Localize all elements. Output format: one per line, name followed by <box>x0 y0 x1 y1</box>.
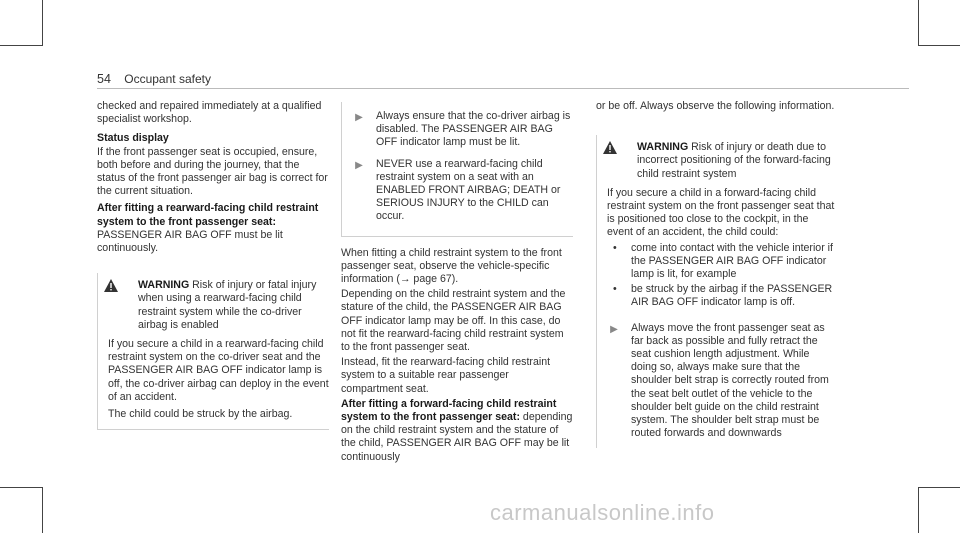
paragraph: Depending on the child restraint system and the stature of the child, the PASSENGER AIR BAG OFF indicator lamp may be off. In this case, do not fit the rearward-facing child restraint system to the front passenger seat. <box>341 288 566 354</box>
paragraph: checked and repaired immediately at a qualified specialist workshop. <box>97 100 322 126</box>
page-reference-link[interactable]: → page 67 <box>399 273 452 286</box>
forward-heading: After fitting a forward-facing child restraint system to the front passenger seat: <box>341 397 557 424</box>
warning-title <box>138 279 329 332</box>
warning-body <box>597 187 836 318</box>
paragraph: If you secure a child in a rearward-facing child restraint system on the co-driver seat and the PASSENGER AIR BAG OFF indicator lamp is off, the co-driver airbag can deploy in the event of an accident. <box>108 338 329 403</box>
warning-title <box>637 141 836 181</box>
warning-label: WARNING <box>637 141 689 154</box>
crop-mark <box>918 487 960 488</box>
crop-mark <box>918 45 960 46</box>
warning-header <box>98 273 329 338</box>
crop-mark <box>0 487 42 488</box>
paragraph: The child could be struck by the airbag. <box>108 408 293 421</box>
paragraph <box>97 202 329 255</box>
action-text: NEVER use a rearward-facing child restraint system on a seat with an ENABLED FRONT AIRBAG; DEATH or SERIOUS INJURY to the CHILD can occur. <box>376 157 561 223</box>
text: ). <box>451 273 459 286</box>
warning-box <box>596 135 836 448</box>
warning-triangle-icon <box>98 279 138 296</box>
crop-mark <box>0 45 42 46</box>
bullet-text: come into contact with the vehicle interior if the PASSENGER AIR BAG OFF indicator lamp is lit, for example <box>631 241 833 281</box>
warning-box <box>97 273 329 430</box>
warning-body <box>98 338 329 429</box>
paragraph: Instead, fit the rearward-facing child restraint system to a suitable rear passenger compartment seat. <box>341 356 551 395</box>
warning-text: Risk of injury or death due to incorrect positioning of the forward-facing child restraint system <box>637 141 831 180</box>
warning-triangle-icon <box>597 141 637 158</box>
play-arrow-icon: ▶ <box>355 159 363 171</box>
text: When fitting a child restraint system to the front passenger seat, observe the vehicle-specific information ( <box>341 246 562 286</box>
bullet-icon: • <box>613 283 617 296</box>
paragraph: If the front passenger seat is occupied, ensure, both before and during the journey, that the status of the front passenger air bag is correct for the current situation. <box>97 145 328 198</box>
page-header <box>97 72 211 86</box>
crop-mark <box>918 487 919 533</box>
bullet-icon: • <box>613 241 617 254</box>
warning-text: Risk of injury or fatal injury when using a rearward-facing child restraint system while the co-driver airbag is enabled <box>138 279 317 331</box>
column-3 <box>596 100 836 448</box>
crop-mark <box>918 0 919 46</box>
list-item <box>607 283 836 309</box>
rearward-text: PASSENGER AIR BAG OFF must be lit continuously. <box>97 228 283 255</box>
play-arrow-icon: ▶ <box>610 323 618 335</box>
watermark: carmanualsonline.info <box>490 500 715 525</box>
action-text: Always ensure that the co-driver airbag is disabled. The PASSENGER AIR BAG OFF indicator lamp must be lit. <box>376 110 571 149</box>
section-title: Occupant safety <box>124 72 211 86</box>
action-item <box>597 318 836 449</box>
paragraph: or be off. Always observe the following information. <box>596 100 835 112</box>
header-divider <box>97 88 909 89</box>
crop-mark <box>42 487 43 533</box>
paragraph <box>341 247 573 287</box>
list-item <box>607 242 836 282</box>
paragraph: If you secure a child in a forward-facing child restraint system on the front passenger seat that is positioned too close to the cockpit, in the event of an accident, the child could: <box>607 186 835 239</box>
warning-label: WARNING <box>138 279 190 292</box>
warning-header <box>597 135 836 187</box>
column-1 <box>97 100 329 430</box>
status-display-heading: Status display <box>97 132 169 145</box>
crop-mark <box>42 0 43 46</box>
play-arrow-icon: ▶ <box>355 112 363 123</box>
action-item <box>342 158 573 232</box>
column-2 <box>341 102 573 466</box>
rearward-heading: After fitting a rearward-facing child restraint system to the front passenger seat: <box>97 202 319 228</box>
action-item <box>342 110 573 158</box>
bullet-text: be struck by the airbag if the PASSENGER AIR BAG OFF indicator lamp is off. <box>631 283 833 309</box>
action-text: Always move the front passenger seat as far back as possible and fully retract the seat cushion length adjustment. While doing so, always make sure that the shoulder belt strap is correctly routed from the seat belt outlet of the vehicle to the shoulder belt guide on the child restraint system. The shoulder belt strap must be routed forwards and downwards <box>631 321 829 440</box>
paragraph <box>341 398 573 464</box>
page-number: 54 <box>97 72 111 86</box>
forward-text: depending on the child restraint system and the stature of the child, PASSENGER AIR BAG OFF may be lit continuously <box>341 411 573 463</box>
action-box <box>341 102 573 237</box>
